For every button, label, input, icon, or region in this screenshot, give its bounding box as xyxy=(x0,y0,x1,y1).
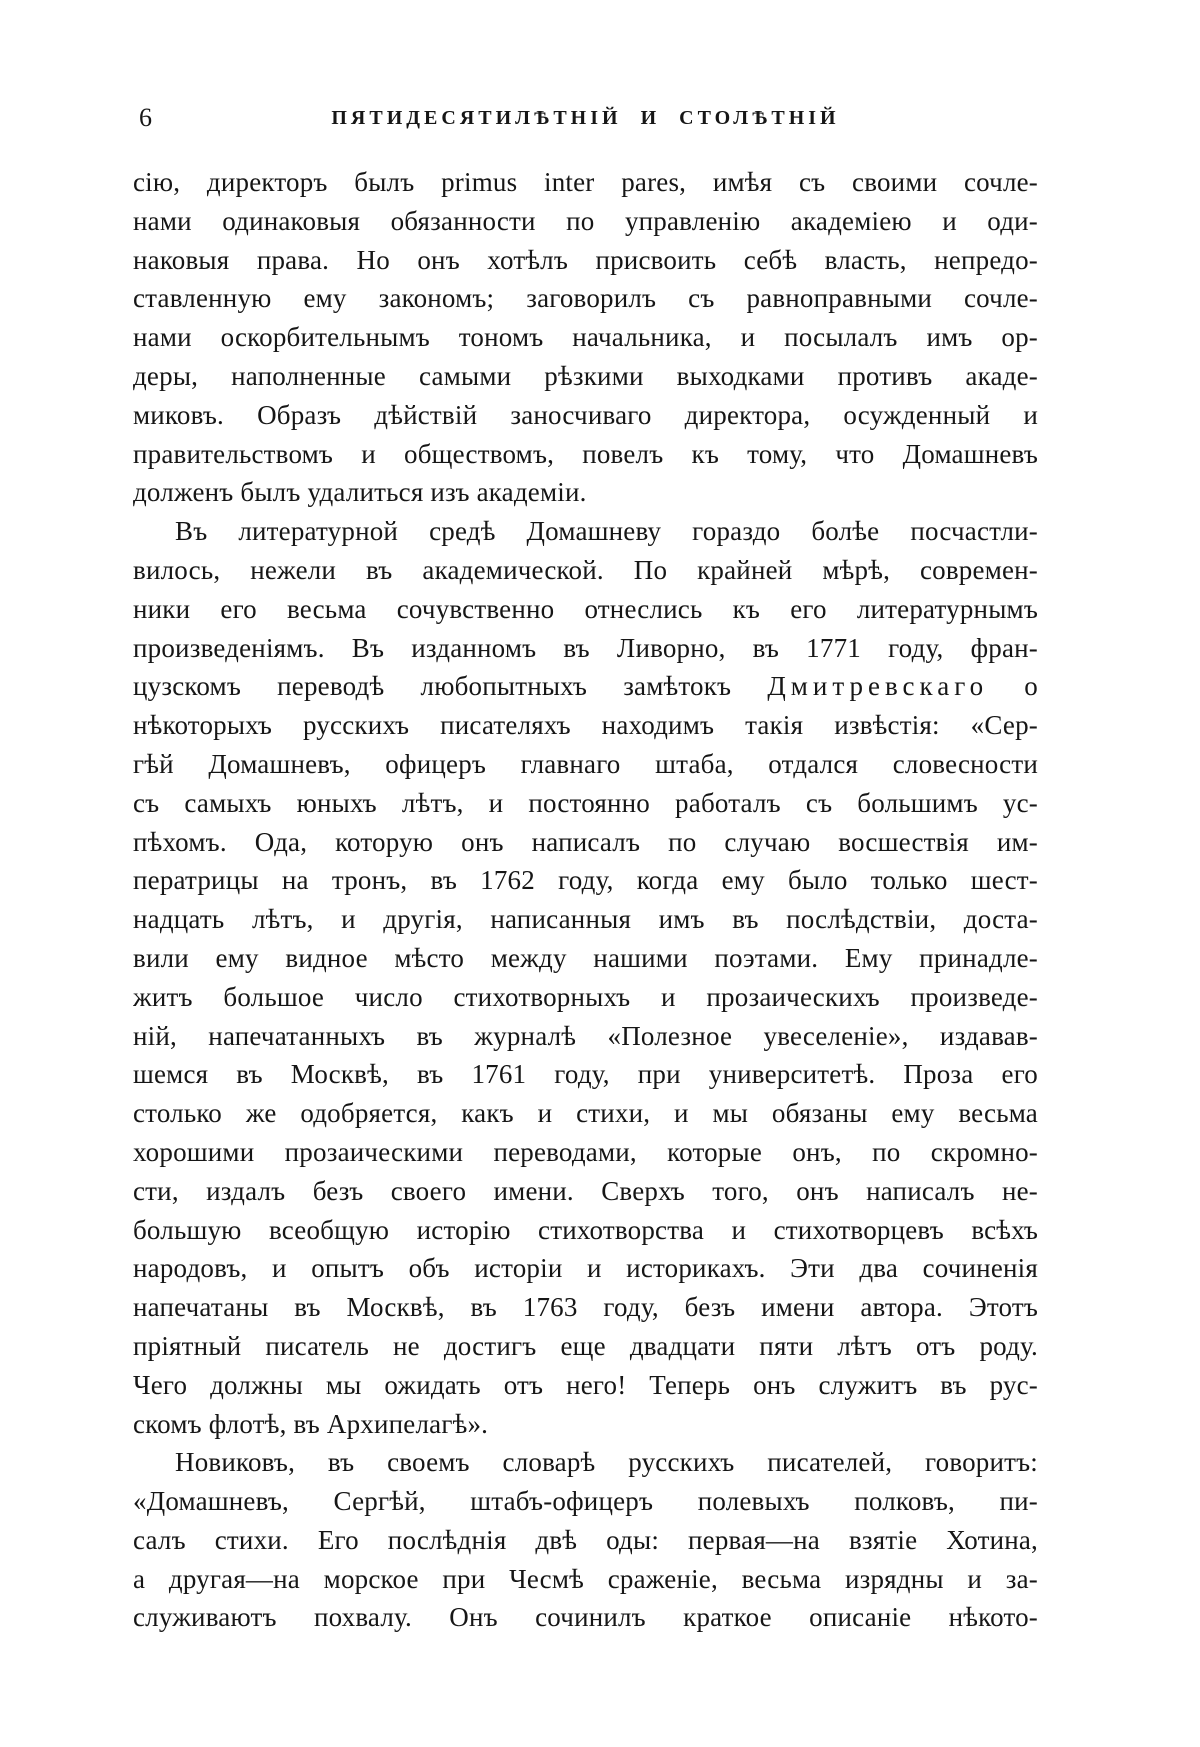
text-line: вилось, нежели въ академической. По крайней мѣрѣ, современ- xyxy=(133,554,1038,585)
page-header xyxy=(133,103,1038,137)
text-line: а другая—на морское при Чесмѣ сраженіе, весьма изрядны и за- xyxy=(133,1563,1038,1594)
text-line: столько же одобряется, какъ и стихи, и мы обязаны ему весьма xyxy=(133,1098,1038,1129)
text-line: правительствомъ и обществомъ, повелъ къ тому, что Домашневъ xyxy=(133,438,1038,469)
text-line: цузскомъ переводѣ любопытныхъ замѣтокъ Дмитревскаго о xyxy=(133,671,1038,702)
text-line: Новиковъ, въ своемъ словарѣ русскихъ писателей, говоритъ: xyxy=(175,1447,1038,1478)
text-line: ператрицы на тронъ, въ 1762 году, когда ему было только шест- xyxy=(133,865,1038,896)
text-line: ники его весьма сочувственно отнеслись къ его литературнымъ xyxy=(133,593,1038,624)
paragraph xyxy=(133,1443,1038,1637)
text-line: большую всеобщую исторію стихотворства и стихотворцевъ всѣхъ xyxy=(133,1214,1038,1245)
text-line: нѣкоторыхъ русскихъ писателяхъ находимъ такія извѣстія: «Сер- xyxy=(133,710,1038,741)
text-line: долженъ былъ удалиться изъ академіи. xyxy=(133,477,587,508)
text-line: салъ стихи. Его послѣднія двѣ оды: первая—на взятіе Хотина, xyxy=(133,1524,1038,1555)
page-body xyxy=(133,163,1038,1637)
text-line: Въ литературной средѣ Домашневу гораздо болѣе посчастли- xyxy=(175,516,1038,547)
paragraph xyxy=(133,512,1038,1443)
text-line: произведеніямъ. Въ изданномъ въ Ливорно, въ 1771 году, фран- xyxy=(133,632,1038,663)
text-line: гѣй Домашневъ, офицеръ главнаго штаба, отдался словесности xyxy=(133,748,1038,779)
text-line: шемся въ Москвѣ, въ 1761 году, при университетѣ. Проза его xyxy=(133,1059,1038,1090)
text-line: нами одинаковыя обязанности по управленію академіею и оди- xyxy=(133,205,1038,236)
text-line: скомъ флотѣ, въ Архипелагѣ». xyxy=(133,1408,489,1439)
text-line: миковъ. Образъ дѣйствій заносчиваго директора, осужденный и xyxy=(133,399,1038,430)
text-line: Чего должны мы ожидать отъ него! Теперь онъ служитъ въ рус- xyxy=(133,1369,1038,1400)
text-line: съ самыхъ юныхъ лѣтъ, и постоянно работалъ съ большимъ ус- xyxy=(133,787,1038,818)
text-line: пѣхомъ. Ода, которую онъ написалъ по случаю восшествія им- xyxy=(133,826,1038,857)
text-line: ній, напечатанныхъ въ журналѣ «Полезное увеселеніе», издавав- xyxy=(133,1020,1038,1051)
text-line: нами оскорбительнымъ тономъ начальника, и посылалъ имъ ор- xyxy=(133,322,1038,353)
text-line: пріятный писатель не достигъ еще двадцати пяти лѣтъ отъ роду. xyxy=(133,1330,1038,1361)
text-line: народовъ, и опытъ объ исторіи и историкахъ. Эти два сочиненія xyxy=(133,1253,1038,1284)
letterspaced-word: Дмитревскаго xyxy=(767,671,989,702)
text-line: хорошими прозаическими переводами, которые онъ, по скромно- xyxy=(133,1136,1038,1167)
text-line: служиваютъ похвалу. Онъ сочинилъ краткое описаніе нѣкото- xyxy=(133,1602,1038,1633)
page-number: 6 xyxy=(139,103,152,132)
text-line: вили ему видное мѣсто между нашими поэтами. Ему принадле- xyxy=(133,942,1038,973)
text-line: «Домашневъ, Сергѣй, штабъ-офицеръ полевыхъ полковъ, пи- xyxy=(133,1486,1038,1517)
paragraph xyxy=(133,163,1038,512)
running-head: ПЯТИДЕСЯТИЛѢТНІЙ И СТОЛѢТНІЙ xyxy=(331,107,840,129)
text-line: сію, директоръ былъ primus inter pares, имѣя съ своими сочле- xyxy=(133,167,1038,197)
text-line: житъ большое число стихотворныхъ и прозаическихъ произведе- xyxy=(133,981,1038,1012)
text-line: деры, наполненные самыми рѣзкими выходками противъ акаде- xyxy=(133,360,1038,391)
text-line: наковыя права. Но онъ хотѣлъ присвоить себѣ власть, непредо- xyxy=(133,244,1038,275)
text-line: напечатаны въ Москвѣ, въ 1763 году, безъ имени автора. Этотъ xyxy=(133,1292,1038,1323)
text-line: надцать лѣтъ, и другія, написанныя имъ въ послѣдствіи, доста- xyxy=(133,904,1038,935)
text-line: ставленную ему закономъ; заговорилъ съ равноправными сочле- xyxy=(133,283,1038,314)
text-line: сти, издалъ безъ своего имени. Сверхъ того, онъ написалъ не- xyxy=(133,1175,1038,1206)
